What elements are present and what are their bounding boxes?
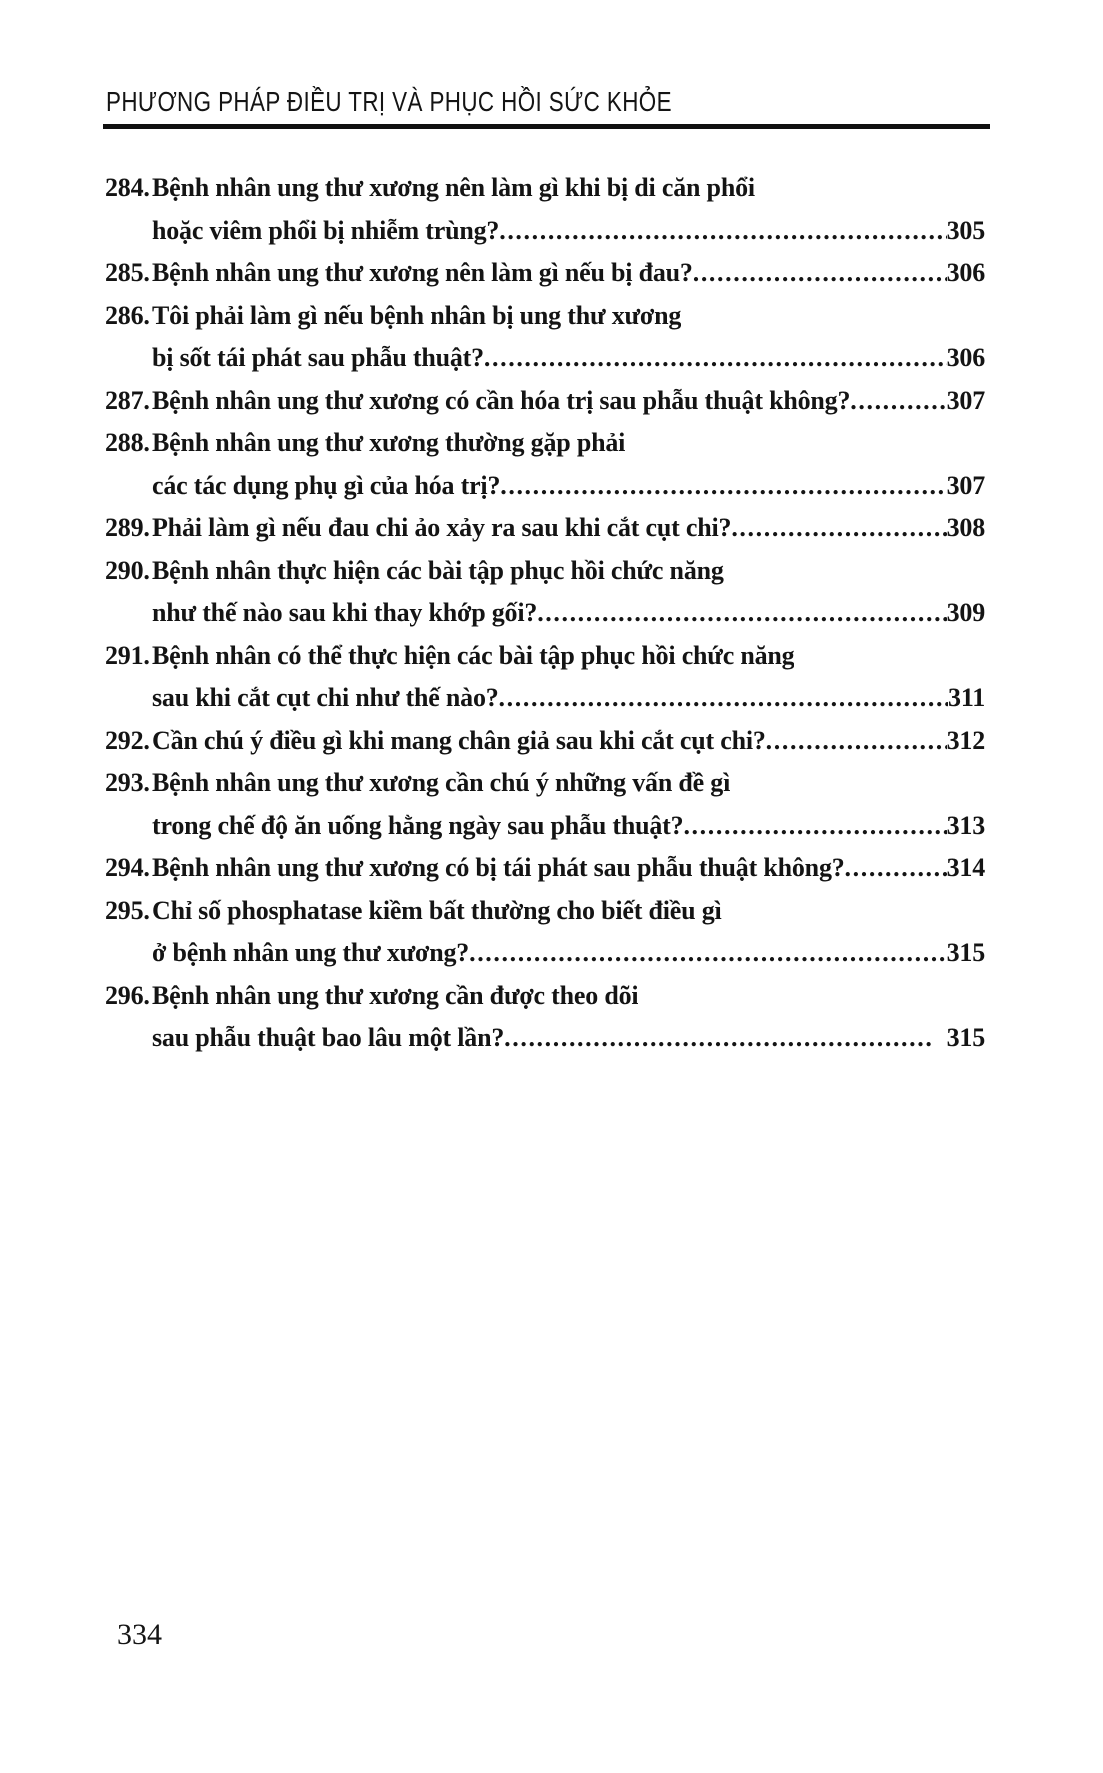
toc-entry-number: 293. [105,768,150,797]
toc-entry-number: 295. [105,895,150,925]
toc-entry-line [105,210,985,253]
toc-entry-title: Chỉ số phosphatase kiềm bất thường cho biết điều gì [152,895,722,925]
toc-entry [105,422,985,507]
toc-entry-line [105,507,985,550]
toc-entry-title: sau phẫu thuật bao lâu một lần? [152,1023,505,1052]
toc-entry-number: 288. [105,428,150,457]
toc-entry-page: 315 [946,1023,985,1052]
dot-leader [499,210,946,253]
toc-entry-page: 315 [946,938,985,967]
toc-entry [105,380,985,423]
toc-entry [105,762,985,847]
dot-leader [683,805,946,848]
toc-entry-title: Bệnh nhân ung thư xương cần chú ý những vấn đề gì [152,768,731,797]
toc-entry [105,975,985,1060]
toc-entry-line [105,975,985,1018]
toc-entry-title: các tác dụng phụ gì của hóa trị? [152,470,501,500]
toc-entry [105,507,985,550]
toc-entry-line [105,422,985,465]
toc-entry-title: hoặc viêm phổi bị nhiễm trùng? [152,215,500,245]
toc-entry-number: 284. [105,173,150,202]
toc-entry-title: ở bệnh nhân ung thư xương? [152,938,470,967]
toc-entry-title: Bệnh nhân ung thư xương nên làm gì khi bị di căn phổi [152,173,755,202]
toc-entry-line [105,337,985,380]
toc-entry [105,295,985,380]
toc-entry [105,635,985,720]
toc-entry-title: Bệnh nhân ung thư xương có cần hóa trị sau phẫu thuật không? [152,385,851,415]
toc-entry-line [105,635,985,678]
dot-leader [484,337,947,380]
toc-entry-page: 306 [946,343,985,372]
toc-entry-title: như thế nào sau khi thay khớp gối? [152,598,538,627]
toc-entry-page: 307 [946,470,985,500]
toc-entry-title: Bệnh nhân ung thư xương cần được theo dõi [152,980,639,1010]
table-of-contents [105,167,985,1060]
dot-leader [537,592,946,635]
toc-entry-page: 314 [946,853,985,882]
dot-leader [850,380,946,423]
toc-entry-line [105,762,985,805]
toc-entry-page: 313 [946,810,985,840]
page-number: 334 [117,1618,162,1651]
dot-leader [499,677,948,720]
toc-entry-page: 311 [948,683,985,712]
toc-entry [105,252,985,295]
dot-leader [500,465,946,508]
toc-entry-page: 312 [946,725,985,755]
toc-entry-page: 309 [946,598,985,627]
toc-entry-number: 287. [105,385,150,415]
toc-entry-page: 306 [946,258,985,287]
toc-entry-title: Bệnh nhân có thể thực hiện các bài tập phục hồi chức năng [152,640,795,670]
toc-entry-title: Bệnh nhân ung thư xương nên làm gì nếu bị đau? [152,258,693,287]
toc-entry-line [105,252,985,295]
toc-entry-title: Cần chú ý điều gì khi mang chân giả sau khi cắt cụt chi? [152,725,766,755]
toc-entry-line [105,890,985,933]
toc-entry-title: bị sốt tái phát sau phẫu thuật? [152,343,484,372]
toc-entry-line [105,720,985,763]
toc-entry-title: Tôi phải làm gì nếu bệnh nhân bị ung thư xương [152,300,682,330]
dot-leader [766,720,947,763]
toc-entry [105,847,985,890]
toc-entry-number: 296. [105,980,150,1010]
toc-entry-line [105,592,985,635]
toc-entry-line [105,380,985,423]
dot-leader [693,252,947,295]
toc-entry-number: 291. [105,640,150,670]
toc-entry-line [105,295,985,338]
toc-entry-line [105,677,985,720]
toc-entry-number: 286. [105,300,150,330]
toc-entry-page: 305 [946,215,985,245]
dot-leader [469,932,946,975]
dot-leader [845,847,947,890]
toc-entry-title: Phải làm gì nếu đau chi ảo xảy ra sau khi cắt cụt chi? [152,513,732,542]
toc-entry-line [105,847,985,890]
toc-entry-line [105,932,985,975]
toc-entry-line [105,1017,985,1060]
toc-entry-title: Bệnh nhân ung thư xương thường gặp phải [152,428,626,457]
toc-entry-line [105,550,985,593]
dot-leader [731,507,946,550]
toc-entry-number: 289. [105,513,150,542]
toc-entry-number: 292. [105,725,150,755]
dot-leader [504,1017,930,1060]
toc-entry-line [105,805,985,848]
toc-entry-number: 290. [105,555,150,585]
toc-entry [105,720,985,763]
toc-entry-title: Bệnh nhân ung thư xương có bị tái phát sau phẫu thuật không? [152,853,845,882]
toc-entry-title: Bệnh nhân thực hiện các bài tập phục hồi chức năng [152,555,724,585]
toc-entry-number: 285. [105,258,150,287]
toc-entry [105,890,985,975]
toc-entry-line [105,465,985,508]
toc-entry-title: sau khi cắt cụt chi như thế nào? [152,683,499,712]
toc-entry-number: 294. [105,853,150,882]
toc-entry-title: trong chế độ ăn uống hằng ngày sau phẫu thuật? [152,810,684,840]
toc-entry-page: 307 [946,385,985,415]
header-rule [103,124,990,129]
toc-entry-line [105,167,985,210]
running-head-title: PHƯƠNG PHÁP ĐIỀU TRỊ VÀ PHỤC HỒI SỨC KHỎE [106,86,672,117]
toc-entry [105,550,985,635]
toc-entry [105,167,985,252]
toc-entry-page: 308 [946,513,985,542]
